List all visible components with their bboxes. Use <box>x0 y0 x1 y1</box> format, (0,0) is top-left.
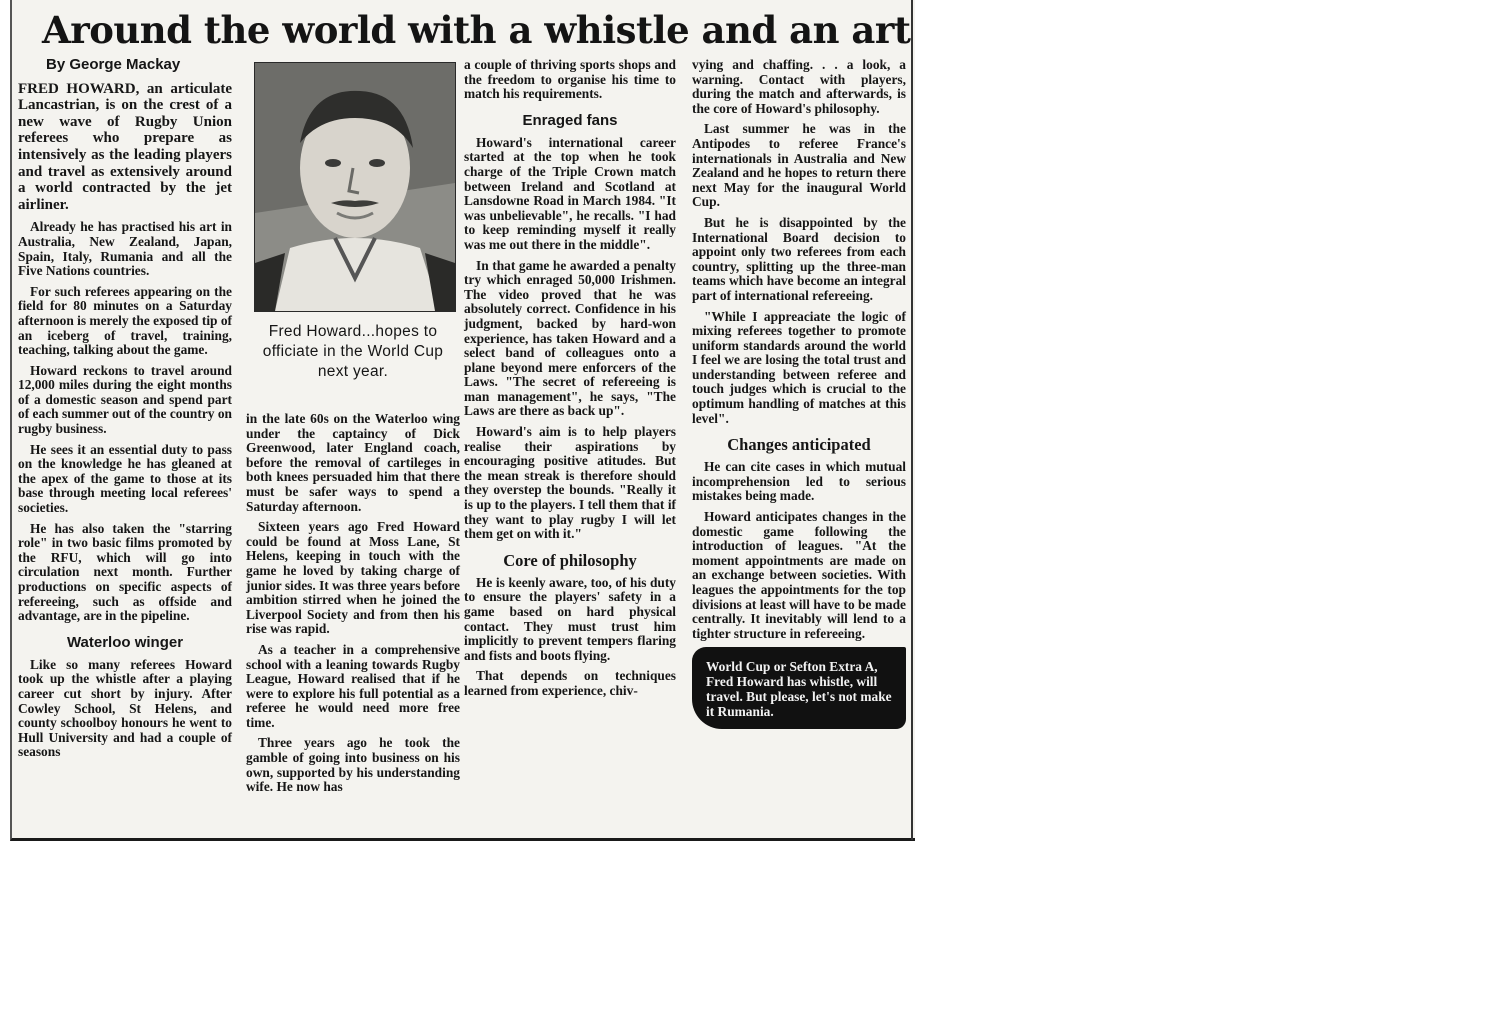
column-1 <box>18 58 232 766</box>
paragraph: But he is disappointed by the International Board decision to appoint only two referees from each country, splitting up the three-man teams which have become an integral part of international refereeing. <box>692 214 906 303</box>
paragraph: He has also taken the "starring role" in two basic films promoted by the RFU, which will go into circulation next month. Further productions on specific aspects of refereeing, such as offside and advantage, are in the pipeline. <box>18 520 232 624</box>
paragraph: in the late 60s on the Waterloo wing under the captaincy of Dick Greenwood, later England coach, before the removal of cartileges in both knees persuaded him that there must be safer ways to spend a Saturday afternoon. <box>246 411 460 514</box>
paragraph: Howard reckons to travel around 12,000 miles during the eight months of a domestic season and spend part of each summer out of the country on rugby business. <box>18 362 232 437</box>
paragraph: Sixteen years ago Fred Howard could be found at Moss Lane, St Helens, keeping in touch with the game he loved by taking charge of junior sides. It was three years before ambition stirred when he joined the Liverpool Society and from then his rise was rapid. <box>246 519 460 637</box>
paragraph: Last summer he was in the Antipodes to referee France's internationals in Australia and New Zealand and he hopes to return there next May for the inaugural World Cup. <box>692 121 906 210</box>
paragraph: Howard anticipates changes in the domestic game following the introduction of leagues. "At the moment appointments are made on an exchange between societies. With leagues the appointments for the top divisions at least will have to be made centrally. It inevitably will lend to a tighter structure in refereeing. <box>692 509 906 641</box>
paragraph: He sees it an essential duty to pass on the knowledge he has gleaned at the apex of the game to those at its base through meeting local referees' societies. <box>18 441 232 516</box>
subhead-core-of-philosophy: Core of philosophy <box>503 550 637 570</box>
paragraph: In that game he awarded a penalty try which enraged 50,000 Irishmen. The video proved that he was absolutely correct. Confidence in his judgment, backed by hard-won experience, has taken Howard and a select band of colleagues onto a plane beyond mere enforcers of the Laws. "The secret of refereeing is man management", he says, "The Laws are there as back up". <box>464 257 676 419</box>
photo-caption: Fred Howard...hopes to officiate in the World Cup next year. <box>262 323 444 380</box>
paragraph: For such referees appearing on the field for 80 minutes on a Saturday afternoon is merely the exposed tip of an iceberg of travel, training, teaching, talking about the game. <box>18 283 232 358</box>
headline: Around the world with a whistle and an art <box>42 8 911 52</box>
paragraph: Like so many referees Howard took up the whistle after a playing career cut short by injury. After Cowley School, St Helens, and county schoolboy honours he went to Hull University and had a couple of seasons <box>18 656 232 760</box>
paragraph: a couple of thriving sports shops and the freedom to organise his time to match his requirements. <box>464 57 676 102</box>
closing-note-box: World Cup or Sefton Extra A, Fred Howard has whistle, will travel. But please, let's not make it Rumania. <box>692 647 906 729</box>
paragraph: Howard's aim is to help players realise their aspirations by encouraging positive atitudes. But the mean streak is therefore should they overstep the bounds. "Really it is up to the players. I tell them that if they want to play rugby I will let them get on with it." <box>464 424 676 542</box>
column-2 <box>246 58 460 801</box>
portrait-photo <box>254 62 456 312</box>
paragraph: As a teacher in a comprehensive school with a leaning towards Rugby League, Howard realised that if he were to explore his full potential as a referee he would need more free time. <box>246 641 460 730</box>
paragraph: He is keenly aware, too, of his duty to ensure the players' safety in a game based on hard physical contact. They must trust him implicitly to prevent tempers flaring and fists and boots flying. <box>464 574 676 663</box>
byline: By George Mackay <box>46 56 181 73</box>
subhead-changes-anticipated: Changes anticipated <box>727 435 871 455</box>
paragraph: He can cite cases in which mutual incomprehension led to serious mistakes being made. <box>692 459 906 504</box>
subhead-enraged-fans: Enraged fans <box>522 111 618 129</box>
subhead-waterloo-winger: Waterloo winger <box>66 633 184 651</box>
column-rule <box>911 0 913 840</box>
column-3 <box>464 58 676 705</box>
portrait-image <box>255 63 455 311</box>
paragraph: vying and chaffing. . . a look, a warning. Contact with players, during the match and afterwards, is the core of Howard's philosophy. <box>692 57 906 116</box>
paragraph: Three years ago he took the gamble of going into business on his own, supported by his understanding wife. He now has <box>246 735 460 795</box>
paragraph: That depends on techniques learned from experience, chiv- <box>464 668 676 698</box>
paragraph: "While I appreaciate the logic of mixing referees together to promote uniform standards around the world I feel we are losing the total trust and understanding between referee and touch judges which is crucial to the optimum handling of matches at this level". <box>692 308 906 426</box>
lead-paragraph: FRED HOWARD, an articulate Lancastrian, is on the crest of a new wave of Rugby Union referees who prepare as intensively as the leading players and travel as extensively around a world contracted by the jet airliner. <box>18 80 232 213</box>
paragraph: Howard's international career started at the top when he took charge of the Triple Crown match between Ireland and Scotland at Lansdowne Road in March 1984. "It was unbelievable", he recalls. "I had to keep reminding myself it really was me out there in the middle". <box>464 134 676 252</box>
paragraph: Already he has practised his art in Australia, New Zealand, Japan, Spain, Italy, Rumania and all the Five Nations countries. <box>18 219 232 279</box>
column-4 <box>692 58 906 729</box>
